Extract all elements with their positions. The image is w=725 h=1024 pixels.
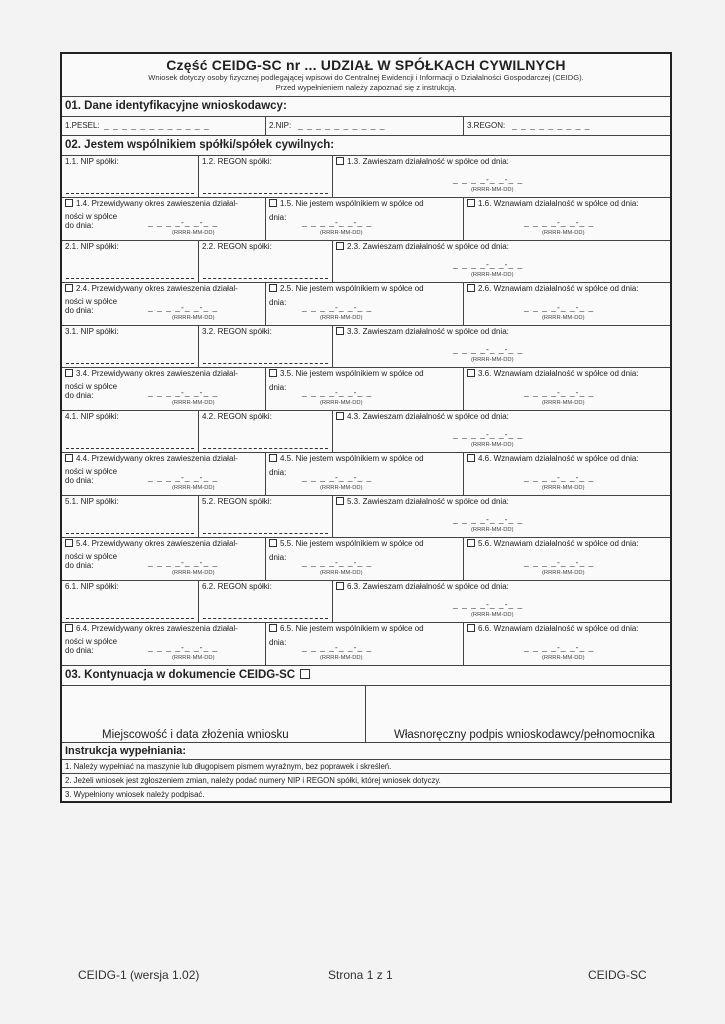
entry-period-checkbox[interactable] xyxy=(65,199,73,207)
entry-regon-field[interactable] xyxy=(199,326,333,367)
entry-resume-checkbox[interactable] xyxy=(467,284,475,292)
entry-suspend-label: 5.3. Zawieszam działalność w spółce od dnia: xyxy=(347,497,509,506)
entry-notpartner-date-hint: (RRRR-MM-DD) xyxy=(320,485,363,491)
entry-notpartner-label-2: dnia: xyxy=(269,298,287,307)
entry-period-field[interactable] xyxy=(62,198,266,240)
entry-period-label-3: do dnia: xyxy=(65,221,94,230)
entry-period-label-3: do dnia: xyxy=(65,306,94,315)
entry-nip-line xyxy=(66,193,194,194)
entry-suspend-checkbox[interactable] xyxy=(336,412,344,420)
entry-regon-field[interactable] xyxy=(199,156,333,197)
entry-notpartner-label: 2.5. Nie jestem wspólnikiem w spółce od xyxy=(280,284,424,293)
footer-version: CEIDG-1 (wersja 1.02) xyxy=(78,968,200,982)
entry-nip-field[interactable] xyxy=(62,326,199,367)
entry-resume-checkbox[interactable] xyxy=(467,624,475,632)
entry-resume-field[interactable] xyxy=(464,623,670,665)
entry-suspend-checkbox[interactable] xyxy=(336,157,344,165)
section-03-label: 03. Kontynuacja w dokumencie CEIDG-SC xyxy=(65,669,296,681)
entry-notpartner-checkbox[interactable] xyxy=(269,624,277,632)
entry-regon-line xyxy=(203,363,328,364)
entry-row-identifiers xyxy=(62,326,670,368)
entry-suspend-date-hint: (RRRR-MM-DD) xyxy=(471,187,514,193)
signature-field[interactable] xyxy=(366,686,670,742)
entry-period-field[interactable] xyxy=(62,283,266,325)
signature-row xyxy=(62,686,670,743)
entry-notpartner-date-mask: _ _ _ _-_ _-_ _ xyxy=(302,387,373,397)
instruction-item: 2. Jeżeli wniosek jest zgłoszeniem zmian, należy podać numery NIP i REGON spółki, której wniosek dotyczy. xyxy=(62,774,670,788)
entry-notpartner-label: 3.5. Nie jestem wspólnikiem w spółce od xyxy=(280,369,424,378)
entry-resume-field[interactable] xyxy=(464,283,670,325)
entry-period-label-2: ności w spółce xyxy=(65,552,118,561)
pesel-label: 1.PESEL: xyxy=(65,121,100,130)
entry-nip-field[interactable] xyxy=(62,156,199,197)
entry-nip-field[interactable] xyxy=(62,581,199,622)
entry-regon-label: 4.2. REGON spółki: xyxy=(202,412,272,421)
entry-suspend-label: 6.3. Zawieszam działalność w spółce od dnia: xyxy=(347,582,509,591)
entry-resume-checkbox[interactable] xyxy=(467,369,475,377)
entry-regon-line xyxy=(203,533,328,534)
entry-period-label-2: ności w spółce xyxy=(65,637,118,646)
entry-notpartner-label: 5.5. Nie jestem wspólnikiem w spółce od xyxy=(280,539,424,548)
instructions-title: Instrukcja wypełniania: xyxy=(65,745,187,757)
entry-regon-field[interactable] xyxy=(199,581,333,622)
entry-resume-field[interactable] xyxy=(464,453,670,495)
entry-notpartner-date-mask: _ _ _ _-_ _-_ _ xyxy=(302,302,373,312)
entry-suspend-date-hint: (RRRR-MM-DD) xyxy=(471,357,514,363)
entry-notpartner-date-hint: (RRRR-MM-DD) xyxy=(320,655,363,661)
entry-suspend-date-mask: _ _ _ _-_ _-_ _ xyxy=(453,599,524,609)
regon-blanks: _ _ _ _ _ _ _ _ _ xyxy=(512,120,591,130)
continuation-checkbox[interactable] xyxy=(300,669,310,679)
partnership-entries xyxy=(62,156,670,666)
instruction-item: 3. Wypełniony wniosek należy podpisać. xyxy=(65,790,205,799)
entry-row-identifiers xyxy=(62,496,670,538)
section-03-header xyxy=(62,666,670,686)
entry-period-date-hint: (RRRR-MM-DD) xyxy=(172,485,215,491)
entry-period-label-3: do dnia: xyxy=(65,391,94,400)
entry-period-checkbox[interactable] xyxy=(65,539,73,547)
entry-period-label: 6.4. Przewidywany okres zawieszenia działal- xyxy=(76,624,238,633)
entry-resume-date-mask: _ _ _ _-_ _-_ _ xyxy=(524,642,595,652)
entry-regon-field[interactable] xyxy=(199,411,333,452)
entry-period-label-3: do dnia: xyxy=(65,476,94,485)
entry-suspend-label: 4.3. Zawieszam działalność w spółce od dnia: xyxy=(347,412,509,421)
entry-notpartner-checkbox[interactable] xyxy=(269,454,277,462)
entry-resume-date-hint: (RRRR-MM-DD) xyxy=(542,655,585,661)
entry-resume-checkbox[interactable] xyxy=(467,539,475,547)
entry-suspend-checkbox[interactable] xyxy=(336,497,344,505)
section-03-title xyxy=(62,666,316,685)
entry-nip-line xyxy=(66,533,194,534)
entry-notpartner-label-2: dnia: xyxy=(269,213,287,222)
entry-notpartner-checkbox[interactable] xyxy=(269,199,277,207)
entry-regon-label: 6.2. REGON spółki: xyxy=(202,582,272,591)
entry-regon-label: 1.2. REGON spółki: xyxy=(202,157,272,166)
entry-notpartner-date-mask: _ _ _ _-_ _-_ _ xyxy=(302,557,373,567)
entry-period-date-hint: (RRRR-MM-DD) xyxy=(172,230,215,236)
entry-suspend-checkbox[interactable] xyxy=(336,327,344,335)
nip-label: 2.NIP: xyxy=(269,121,292,130)
entry-period-label: 4.4. Przewidywany okres zawieszenia działal- xyxy=(76,454,238,463)
entry-resume-label: 5.6. Wznawiam działalność w spółce od dnia: xyxy=(478,539,639,548)
entry-regon-label: 3.2. REGON spółki: xyxy=(202,327,272,336)
entry-notpartner-label: 4.5. Nie jestem wspólnikiem w spółce od xyxy=(280,454,424,463)
ceidg-sc-form xyxy=(60,52,672,803)
entry-regon-label: 2.2. REGON spółki: xyxy=(202,242,272,251)
entry-suspend-checkbox[interactable] xyxy=(336,242,344,250)
entry-period-label: 2.4. Przewidywany okres zawieszenia działal- xyxy=(76,284,238,293)
entry-resume-label: 4.6. Wznawiam działalność w spółce od dnia: xyxy=(478,454,639,463)
entry-period-label-3: do dnia: xyxy=(65,646,94,655)
form-title: Część CEIDG-SC nr ... UDZIAŁ W SPÓŁKACH CYWILNYCH xyxy=(166,57,566,73)
entry-nip-field[interactable] xyxy=(62,496,199,537)
entry-period-date-mask: _ _ _ _-_ _-_ _ xyxy=(148,472,219,482)
entry-nip-label: 4.1. NIP spółki: xyxy=(65,412,119,421)
form-subtitle: Wniosek dotyczy osoby fizycznej podlegającej wpisowi do Centralnej Ewidencji i Informacji o Działalności Gospodarczej (CEIDG). xyxy=(148,73,584,82)
entry-notpartner-date-mask: _ _ _ _-_ _-_ _ xyxy=(302,217,373,227)
entry-notpartner-date-mask: _ _ _ _-_ _-_ _ xyxy=(302,642,373,652)
entry-period-label-2: ności w spółce xyxy=(65,297,118,306)
entry-notpartner-field[interactable] xyxy=(266,623,464,665)
entry-nip-label: 2.1. NIP spółki: xyxy=(65,242,119,251)
entry-nip-label: 1.1. NIP spółki: xyxy=(65,157,119,166)
entry-resume-date-hint: (RRRR-MM-DD) xyxy=(542,400,585,406)
entry-row-identifiers xyxy=(62,156,670,198)
entry-nip-line xyxy=(66,448,194,449)
entry-notpartner-label: 1.5. Nie jestem wspólnikiem w spółce od xyxy=(280,199,424,208)
entry-resume-date-mask: _ _ _ _-_ _-_ _ xyxy=(524,472,595,482)
entry-resume-field[interactable] xyxy=(464,538,670,580)
entry-period-checkbox[interactable] xyxy=(65,454,73,462)
entry-suspend-field[interactable] xyxy=(333,241,670,282)
entry-suspend-date-mask: _ _ _ _-_ _-_ _ xyxy=(453,429,524,439)
entry-row-status xyxy=(62,453,670,496)
entry-notpartner-field[interactable] xyxy=(266,283,464,325)
section-02-title: 02. Jestem wspólnikiem spółki/spółek cywilnych: xyxy=(65,139,335,151)
entry-suspend-date-mask: _ _ _ _-_ _-_ _ xyxy=(453,514,524,524)
entry-period-field[interactable] xyxy=(62,538,266,580)
footer-page: Strona 1 z 1 xyxy=(328,968,393,982)
entry-row-identifiers xyxy=(62,581,670,623)
entry-period-label-3: do dnia: xyxy=(65,561,94,570)
pesel-blanks: _ _ _ _ _ _ _ _ _ _ _ _ xyxy=(104,120,210,130)
entry-notpartner-date-hint: (RRRR-MM-DD) xyxy=(320,315,363,321)
instructions-header xyxy=(62,743,670,760)
entry-suspend-label: 1.3. Zawieszam działalność w spółce od dnia: xyxy=(347,157,509,166)
entry-period-date-mask: _ _ _ _-_ _-_ _ xyxy=(148,387,219,397)
entry-period-label-2: ności w spółce xyxy=(65,467,118,476)
entry-notpartner-date-hint: (RRRR-MM-DD) xyxy=(320,570,363,576)
entry-period-label: 3.4. Przewidywany okres zawieszenia działal- xyxy=(76,369,238,378)
entry-suspend-checkbox[interactable] xyxy=(336,582,344,590)
entry-nip-line xyxy=(66,363,194,364)
nip-blanks: _ _ _ _ _ _ _ _ _ _ xyxy=(298,120,386,130)
entry-nip-line xyxy=(66,278,194,279)
entry-resume-checkbox[interactable] xyxy=(467,454,475,462)
section-02-header xyxy=(62,136,670,156)
entry-row-identifiers xyxy=(62,241,670,283)
entry-suspend-date-mask: _ _ _ _-_ _-_ _ xyxy=(453,174,524,184)
nip-field[interactable] xyxy=(266,117,464,135)
entry-nip-field[interactable] xyxy=(62,411,199,452)
entry-notpartner-label: 6.5. Nie jestem wspólnikiem w spółce od xyxy=(280,624,424,633)
entry-notpartner-field[interactable] xyxy=(266,538,464,580)
entry-row-status xyxy=(62,538,670,581)
entry-row-status xyxy=(62,623,670,666)
entry-resume-label: 2.6. Wznawiam działalność w spółce od dnia: xyxy=(478,284,639,293)
entry-notpartner-field[interactable] xyxy=(266,453,464,495)
entry-period-field[interactable] xyxy=(62,368,266,410)
entry-regon-line xyxy=(203,193,328,194)
entry-resume-date-hint: (RRRR-MM-DD) xyxy=(542,230,585,236)
entry-notpartner-label-2: dnia: xyxy=(269,468,287,477)
entry-resume-date-mask: _ _ _ _-_ _-_ _ xyxy=(524,302,595,312)
entry-regon-line xyxy=(203,448,328,449)
entry-notpartner-checkbox[interactable] xyxy=(269,369,277,377)
entry-row-identifiers xyxy=(62,411,670,453)
form-header xyxy=(62,54,670,97)
entry-period-label: 1.4. Przewidywany okres zawieszenia działal- xyxy=(76,199,238,208)
entry-period-date-mask: _ _ _ _-_ _-_ _ xyxy=(148,557,219,567)
form-subtitle-instruction: Przed wypełnieniem należy zapoznać się z instrukcją. xyxy=(275,83,457,92)
entry-row-status xyxy=(62,368,670,411)
entry-resume-date-mask: _ _ _ _-_ _-_ _ xyxy=(524,557,595,567)
entry-period-label: 5.4. Przewidywany okres zawieszenia działal- xyxy=(76,539,238,548)
entry-notpartner-label-2: dnia: xyxy=(269,553,287,562)
entry-suspend-date-mask: _ _ _ _-_ _-_ _ xyxy=(453,344,524,354)
entry-regon-field[interactable] xyxy=(199,496,333,537)
entry-period-label-2: ności w spółce xyxy=(65,382,118,391)
entry-regon-line xyxy=(203,618,328,619)
entry-suspend-date-hint: (RRRR-MM-DD) xyxy=(471,527,514,533)
entry-period-checkbox[interactable] xyxy=(65,369,73,377)
entry-resume-label: 6.6. Wznawiam działalność w spółce od dnia: xyxy=(478,624,639,633)
entry-suspend-field[interactable] xyxy=(333,156,670,197)
entry-resume-field[interactable] xyxy=(464,198,670,240)
entry-suspend-label: 3.3. Zawieszam działalność w spółce od dnia: xyxy=(347,327,509,336)
entry-suspend-date-hint: (RRRR-MM-DD) xyxy=(471,272,514,278)
entry-period-checkbox[interactable] xyxy=(65,284,73,292)
entry-notpartner-checkbox[interactable] xyxy=(269,284,277,292)
instruction-item: 1. Należy wypełniać na maszynie lub długopisem pismem wyraźnym, bez poprawek i skreśleń. xyxy=(62,760,670,774)
entry-regon-label: 5.2. REGON spółki: xyxy=(202,497,272,506)
footer-form-code: CEIDG-SC xyxy=(588,968,647,982)
entry-period-date-hint: (RRRR-MM-DD) xyxy=(172,315,215,321)
entry-nip-label: 6.1. NIP spółki: xyxy=(65,582,119,591)
entry-period-date-mask: _ _ _ _-_ _-_ _ xyxy=(148,302,219,312)
entry-notpartner-label-2: dnia: xyxy=(269,638,287,647)
entry-notpartner-date-hint: (RRRR-MM-DD) xyxy=(320,400,363,406)
place-date-field[interactable] xyxy=(62,686,366,742)
regon-field[interactable] xyxy=(464,117,670,135)
entry-notpartner-label-2: dnia: xyxy=(269,383,287,392)
section-01-header xyxy=(62,97,670,117)
entry-period-date-mask: _ _ _ _-_ _-_ _ xyxy=(148,217,219,227)
entry-regon-field[interactable] xyxy=(199,241,333,282)
pesel-field[interactable] xyxy=(62,117,266,135)
entry-resume-date-mask: _ _ _ _-_ _-_ _ xyxy=(524,387,595,397)
entry-notpartner-date-mask: _ _ _ _-_ _-_ _ xyxy=(302,472,373,482)
entry-notpartner-checkbox[interactable] xyxy=(269,539,277,547)
entry-period-date-mask: _ _ _ _-_ _-_ _ xyxy=(148,642,219,652)
entry-suspend-field[interactable] xyxy=(333,411,670,452)
entry-notpartner-field[interactable] xyxy=(266,368,464,410)
entry-nip-line xyxy=(66,618,194,619)
entry-period-date-hint: (RRRR-MM-DD) xyxy=(172,655,215,661)
section-01-title: 01. Dane identyfikacyjne wnioskodawcy: xyxy=(65,100,287,112)
entry-resume-date-hint: (RRRR-MM-DD) xyxy=(542,315,585,321)
entry-period-date-hint: (RRRR-MM-DD) xyxy=(172,400,215,406)
entry-notpartner-field[interactable] xyxy=(266,198,464,240)
entry-period-label-2: ności w spółce xyxy=(65,212,118,221)
entry-resume-field[interactable] xyxy=(464,368,670,410)
entry-resume-label: 1.6. Wznawiam działalność w spółce od dnia: xyxy=(478,199,639,208)
entry-nip-label: 3.1. NIP spółki: xyxy=(65,327,119,336)
entry-suspend-date-mask: _ _ _ _-_ _-_ _ xyxy=(453,259,524,269)
entry-suspend-date-hint: (RRRR-MM-DD) xyxy=(471,612,514,618)
entry-suspend-date-hint: (RRRR-MM-DD) xyxy=(471,442,514,448)
entry-nip-field[interactable] xyxy=(62,241,199,282)
entry-notpartner-date-hint: (RRRR-MM-DD) xyxy=(320,230,363,236)
entry-resume-date-mask: _ _ _ _-_ _-_ _ xyxy=(524,217,595,227)
entry-suspend-field[interactable] xyxy=(333,496,670,537)
identification-row xyxy=(62,117,670,136)
entry-resume-date-hint: (RRRR-MM-DD) xyxy=(542,485,585,491)
entry-period-field[interactable] xyxy=(62,623,266,665)
place-date-label: Miejscowość i data złożenia wniosku xyxy=(102,729,289,741)
entry-period-checkbox[interactable] xyxy=(65,624,73,632)
entry-row-status xyxy=(62,198,670,241)
entry-resume-checkbox[interactable] xyxy=(467,199,475,207)
entry-regon-line xyxy=(203,278,328,279)
entry-row-status xyxy=(62,283,670,326)
entry-suspend-field[interactable] xyxy=(333,326,670,367)
entry-resume-label: 3.6. Wznawiam działalność w spółce od dnia: xyxy=(478,369,639,378)
regon-label: 3.REGON: xyxy=(467,121,506,130)
signature-label: Własnoręczny podpis wnioskodawcy/pełnomocnika xyxy=(394,729,655,741)
entry-nip-label: 5.1. NIP spółki: xyxy=(65,497,119,506)
entry-suspend-label: 2.3. Zawieszam działalność w spółce od dnia: xyxy=(347,242,509,251)
entry-period-field[interactable] xyxy=(62,453,266,495)
entry-suspend-field[interactable] xyxy=(333,581,670,622)
entry-period-date-hint: (RRRR-MM-DD) xyxy=(172,570,215,576)
entry-resume-date-hint: (RRRR-MM-DD) xyxy=(542,570,585,576)
